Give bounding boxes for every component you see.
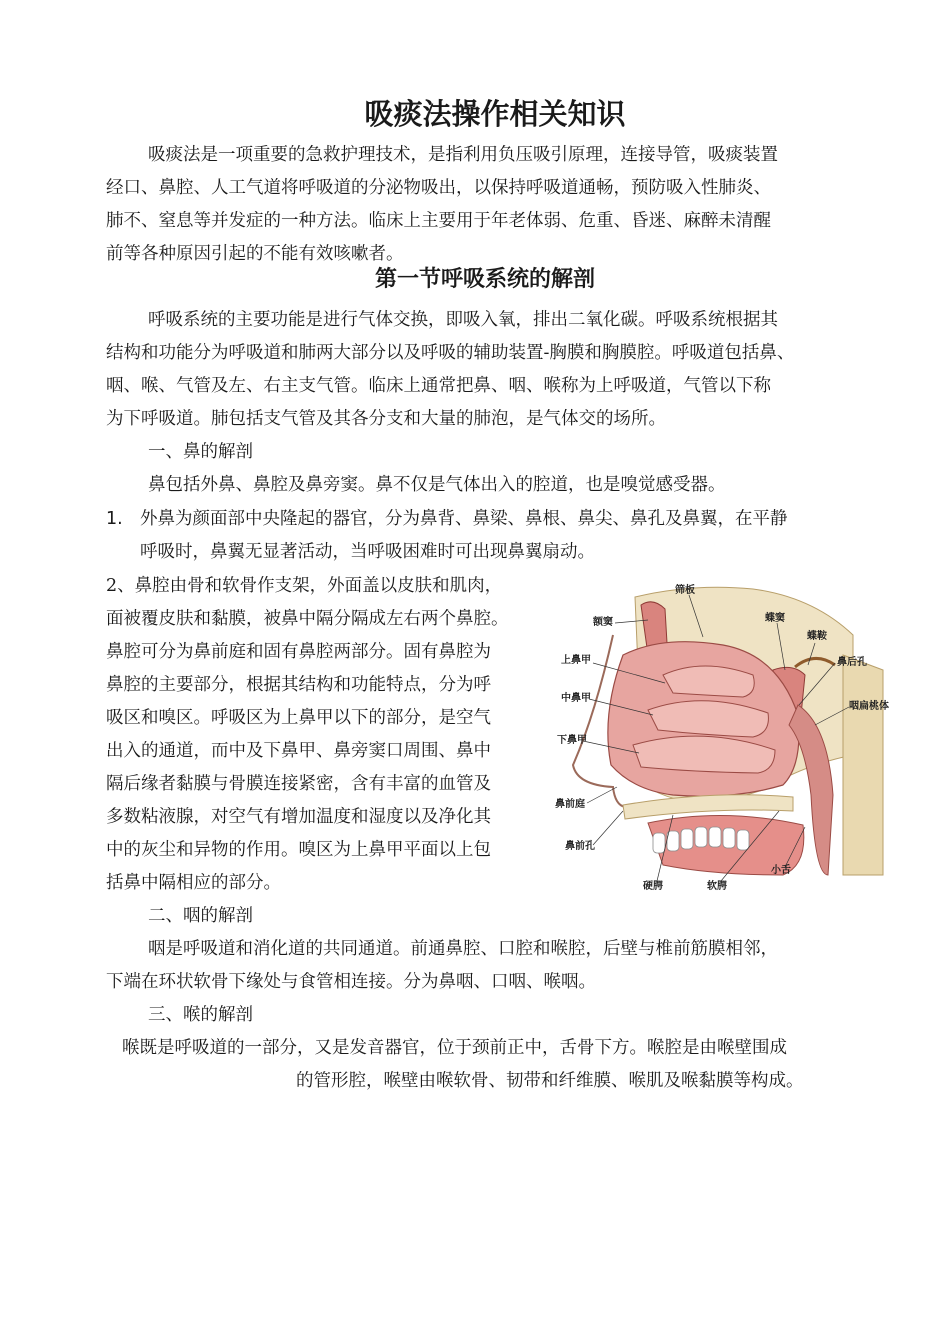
item2-line-2: 面被覆皮肤和黏膜，被鼻中隔分隔成左右两个鼻腔。: [106, 609, 509, 629]
intro-line-1: 吸痰法是一项重要的急救护理技术，是指利用负压吸引原理，连接导管，吸痰装置: [148, 145, 778, 165]
larynx-heading: 三、喉的解剖: [148, 1005, 253, 1025]
pharynx-para-line-1: 咽是呼吸道和消化道的共同通道。前通鼻腔、口腔和喉腔，后壁与椎前筋膜相邻，: [148, 939, 778, 959]
label-uvula: 小舌: [771, 865, 791, 876]
label-nostril: 鼻前孔: [565, 841, 595, 852]
item2-line-9: 中的灰尘和异物的作用。嗅区为上鼻甲平面以上包: [106, 840, 491, 860]
label-hard-palate: 硬腭: [643, 881, 663, 892]
label-choana: 鼻后孔: [837, 657, 867, 668]
list-number-1: 1.: [106, 509, 123, 529]
label-superior-turbinate: 上鼻甲: [561, 655, 591, 666]
label-frontal-sinus: 额窦: [593, 617, 613, 628]
label-inferior-turbinate: 下鼻甲: [557, 735, 587, 746]
item2-line-1: 2、鼻腔由骨和软骨作支架，外面盖以皮肤和肌肉，: [106, 576, 503, 596]
label-cribriform-plate: 筛板: [675, 585, 695, 596]
section-para-line-4: 为下呼吸道。肺包括支气管及其各分支和大量的肺泡，是气体交的场所。: [106, 409, 666, 429]
pharynx-para-line-2: 下端在环状软骨下缘处与食管相连接。分为鼻咽、口咽、喉咽。: [106, 972, 596, 992]
label-adenoid: 咽扁桃体: [849, 701, 889, 712]
label-sphenoid-sinus: 蝶窦: [765, 613, 785, 624]
larynx-para-line-2: 的管形腔，喉壁由喉软骨、韧带和纤维膜、喉肌及喉黏膜等构成。: [296, 1071, 804, 1091]
item2-line-4: 鼻腔的主要部分，根据其结构和功能特点，分为呼: [106, 675, 491, 695]
larynx-para-line-1: 喉既是呼吸道的一部分，又是发音器官，位于颈前正中，舌骨下方。喉腔是由喉壁围成: [122, 1038, 787, 1058]
nose-heading: 一、鼻的解剖: [148, 442, 253, 462]
section-para-line-2: 结构和功能分为呼吸道和肺两大部分以及呼吸的辅助装置-胸膜和胸膜腔。呼吸道包括鼻、: [106, 343, 795, 363]
page-title: 吸痰法操作相关知识: [364, 97, 626, 131]
label-middle-turbinate: 中鼻甲: [561, 693, 591, 704]
nose-para: 鼻包括外鼻、鼻腔及鼻旁窦。鼻不仅是气体出入的腔道，也是嗅觉感受器。: [148, 475, 726, 495]
intro-line-2: 经口、鼻腔、人工气道将呼吸道的分泌物吸出，以保持呼吸道通畅，预防吸入性肺炎、: [106, 178, 771, 198]
item2-line-6: 出入的通道，而中及下鼻甲、鼻旁窦口周围、鼻中: [106, 741, 491, 761]
item1-line-2: 呼吸时，鼻翼无显著活动，当呼吸困难时可出现鼻翼扇动。: [140, 542, 595, 562]
section-para-line-1: 呼吸系统的主要功能是进行气体交换，即吸入氧，排出二氧化碳。呼吸系统根据其: [148, 310, 778, 330]
intro-line-3: 肺不、窒息等并发症的一种方法。临床上主要用于年老体弱、危重、昏迷、麻醉未清醒: [106, 211, 771, 231]
label-nasal-vestibule: 鼻前庭: [555, 799, 585, 810]
item2-line-3: 鼻腔可分为鼻前庭和固有鼻腔两部分。固有鼻腔为: [106, 642, 491, 662]
nasal-cavity-anatomy-figure: [553, 575, 895, 893]
item2-line-5: 吸区和嗅区。呼吸区为上鼻甲以下的部分，是空气: [106, 708, 491, 728]
section-para-line-3: 咽、喉、气管及左、右主支气管。临床上通常把鼻、咽、喉称为上呼吸道，气管以下称: [106, 376, 771, 396]
item1-line-1: 外鼻为颜面部中央隆起的器官，分为鼻背、鼻梁、鼻根、鼻尖、鼻孔及鼻翼，在平静: [140, 509, 788, 529]
item2-line-7: 隔后缘者黏膜与骨膜连接紧密，含有丰富的血管及: [106, 774, 491, 794]
nasal-cavity-illustration: [553, 575, 895, 893]
label-sella: 蝶鞍: [807, 631, 827, 642]
label-soft-palate: 软腭: [707, 881, 727, 892]
item2-line-10: 括鼻中隔相应的部分。: [106, 873, 281, 893]
section-title: 第一节呼吸系统的解剖: [374, 267, 595, 292]
intro-line-4: 前等各种原因引起的不能有效咳嗽者。: [106, 244, 404, 264]
pharynx-heading: 二、咽的解剖: [148, 906, 253, 926]
item2-line-8: 多数粘液腺，对空气有增加温度和湿度以及净化其: [106, 807, 491, 827]
